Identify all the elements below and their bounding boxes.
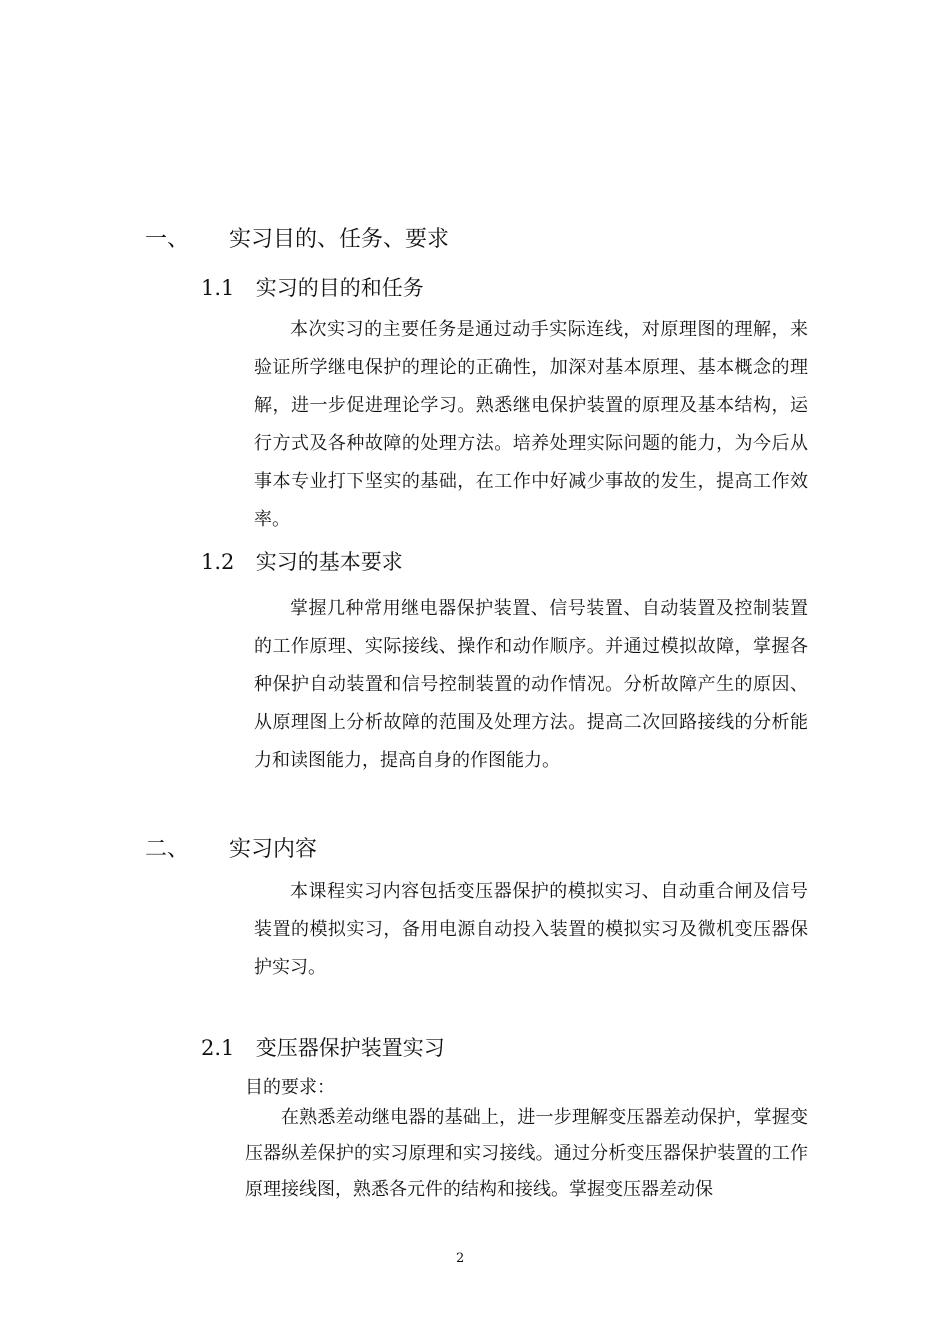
subsection-1-1-paragraph: 本次实习的主要任务是通过动手实际连线，对原理图的理解，来验证所学继电保护的理论的正确性，加深对基本原理、基本概念的理解，进一步促进理论学习。熟悉继电保护装置的原理及基本结构，运行方式及各种故障的处理方法。培养处理实际问题的能力，为今后从事本专业打下坚实的基础，在工作中好减少事故的发生，提高工作效率。 xyxy=(254,319,808,530)
subsection-2-1-paragraph: 在熟悉差动继电器的基础上，进一步理解变压器差动保护，掌握变压器纵差保护的实习原理和实习接线。通过分析变压器保护装置的工作原理接线图，熟悉各元件的结构和接线。掌握变压器差动保 xyxy=(245,1107,808,1200)
subsection-2-1-heading xyxy=(201,1032,445,1062)
section-2-title: 实习内容 xyxy=(229,837,318,862)
section-2-intro-paragraph: 本课程实习内容包括变压器保护的模拟实习、自动重合闸及信号装置的模拟实习，备用电源自动投入装置的模拟实习及微机变压器保护实习。 xyxy=(254,881,808,978)
section-1-number: 一、 xyxy=(145,227,190,252)
subsection-1-1-number: 1.1 xyxy=(201,276,235,300)
subsection-1-2-title: 实习的基本要求 xyxy=(255,550,403,574)
section-2-heading xyxy=(145,832,317,863)
section-2-number: 二、 xyxy=(145,837,190,862)
subsection-2-1-title: 变压器保护装置实习 xyxy=(255,1036,445,1060)
subsection-1-2-heading xyxy=(201,546,403,576)
section-1-heading xyxy=(145,222,449,253)
subsection-2-1-number: 2.1 xyxy=(201,1036,235,1060)
subsection-1-2-paragraph: 掌握几种常用继电器保护装置、信号装置、自动装置及控制装置的工作原理、实际接线、操作和动作顺序。并通过模拟故障，掌握各种保护自动装置和信号控制装置的动作情况。分析故障产生的原因、从原理图上分析故障的范围及处理方法。提高二次回路接线的分析能力和读图能力，提高自身的作图能力。 xyxy=(254,598,808,771)
section-1-title: 实习目的、任务、要求 xyxy=(229,227,450,252)
subsection-1-2-number: 1.2 xyxy=(201,550,235,574)
page-number: 2 xyxy=(456,1251,465,1266)
subsection-1-1-title: 实习的目的和任务 xyxy=(255,276,424,300)
subsection-2-1-label: 目的要求： xyxy=(245,1077,335,1098)
subsection-1-1-heading xyxy=(201,272,424,302)
